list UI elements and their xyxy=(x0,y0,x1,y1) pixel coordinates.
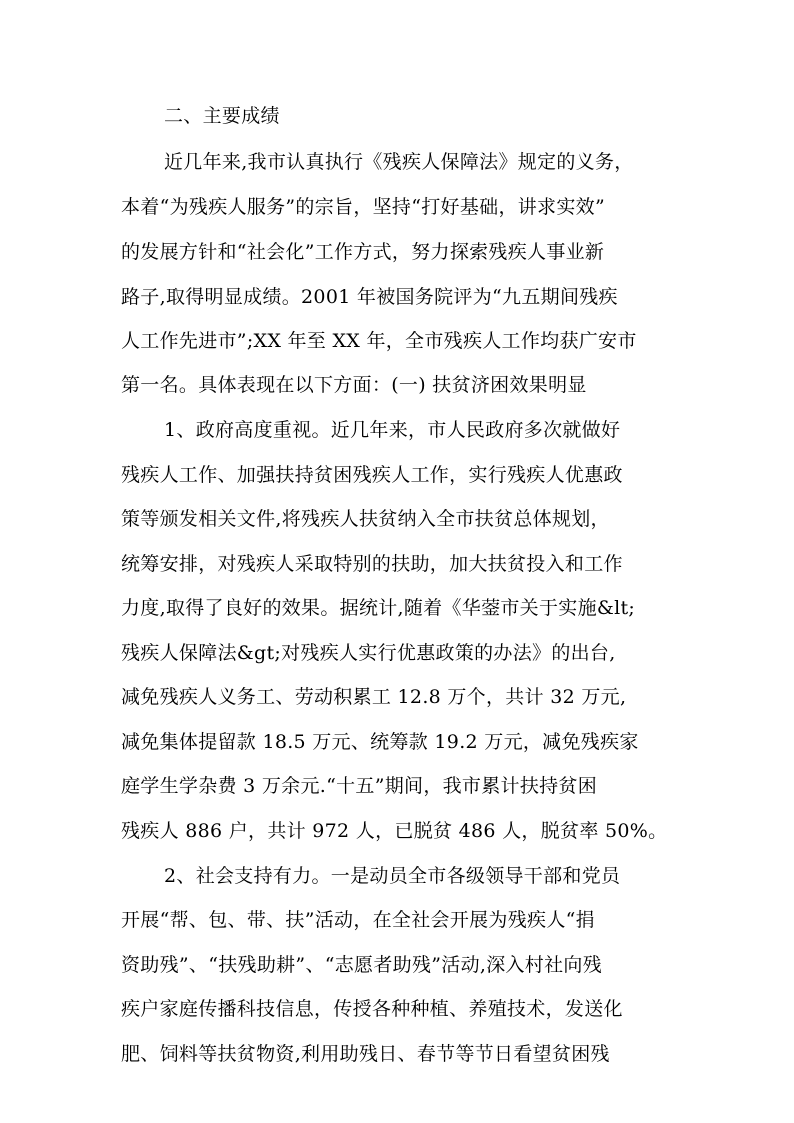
text-line: 资助残”、“扶残助耕”、“志愿者助残”活动,深入村社向残 xyxy=(121,954,603,976)
text-line: 力度,取得了良好的效果。据统计,随着《华蓥市关于实施&lt; xyxy=(121,597,636,619)
text-line: 减免集体提留款 18.5 万元、统筹款 19.2 万元，减免残疾家 xyxy=(121,731,639,753)
text-line: 肥、饲料等扶贫物资,利用助残日、春节等节日看望贫困残 xyxy=(121,1043,610,1065)
text-line: 2、社会支持有力。一是动员全市各级领导干部和党员 xyxy=(164,865,621,887)
text-line: 1、政府高度重视。近几年来，市人民政府多次就做好 xyxy=(164,419,621,441)
text-line: 第一名。具体表现在以下方面：(一) 扶贫济困效果明显 xyxy=(121,374,587,396)
text-line: 残疾人保障法&gt;对残疾人实行优惠政策的办法》的出台, xyxy=(121,642,616,664)
text-line: 残疾人 886 户，共计 972 人，已脱贫 486 人，脱贫率 50%。 xyxy=(121,820,668,842)
text-line: 的发展方针和“社会化”工作方式，努力探索残疾人事业新 xyxy=(121,241,605,263)
text-line: 策等颁发相关文件,将残疾人扶贫纳入全市扶贫总体规划， xyxy=(121,508,610,530)
text-line: 疾户家庭传播科技信息，传授各种种植、养殖技术，发送化 xyxy=(121,998,623,1020)
text-line: 统筹安排，对残疾人采取特别的扶助，加大扶贫投入和工作 xyxy=(121,553,623,575)
text-line: 庭学生学杂费 3 万余元.“十五”期间，我市累计扶持贫困 xyxy=(121,775,598,797)
text-line: 开展“帮、包、带、扶”活动，在全社会开展为残疾人“捐 xyxy=(121,909,595,931)
text-line: 减免残疾人义务工、劳动积累工 12.8 万个，共计 32 万元, xyxy=(121,686,627,708)
text-line: 近几年来,我市认真执行《残疾人保障法》规定的义务， xyxy=(164,151,634,173)
text-line: 人工作先进市”;XX 年至 XX 年，全市残疾人工作均获广安市 xyxy=(121,330,637,352)
section-heading: 二、主要成绩 xyxy=(164,105,280,127)
text-line: 路子,取得明显成绩。2001 年被国务院评为“九五期间残疾 xyxy=(121,286,618,308)
text-line: 本着“为残疾人服务”的宗旨，坚持“打好基础，讲求实效” xyxy=(121,196,605,218)
text-line: 残疾人工作、加强扶持贫困残疾人工作，实行残疾人优惠政 xyxy=(121,464,623,486)
